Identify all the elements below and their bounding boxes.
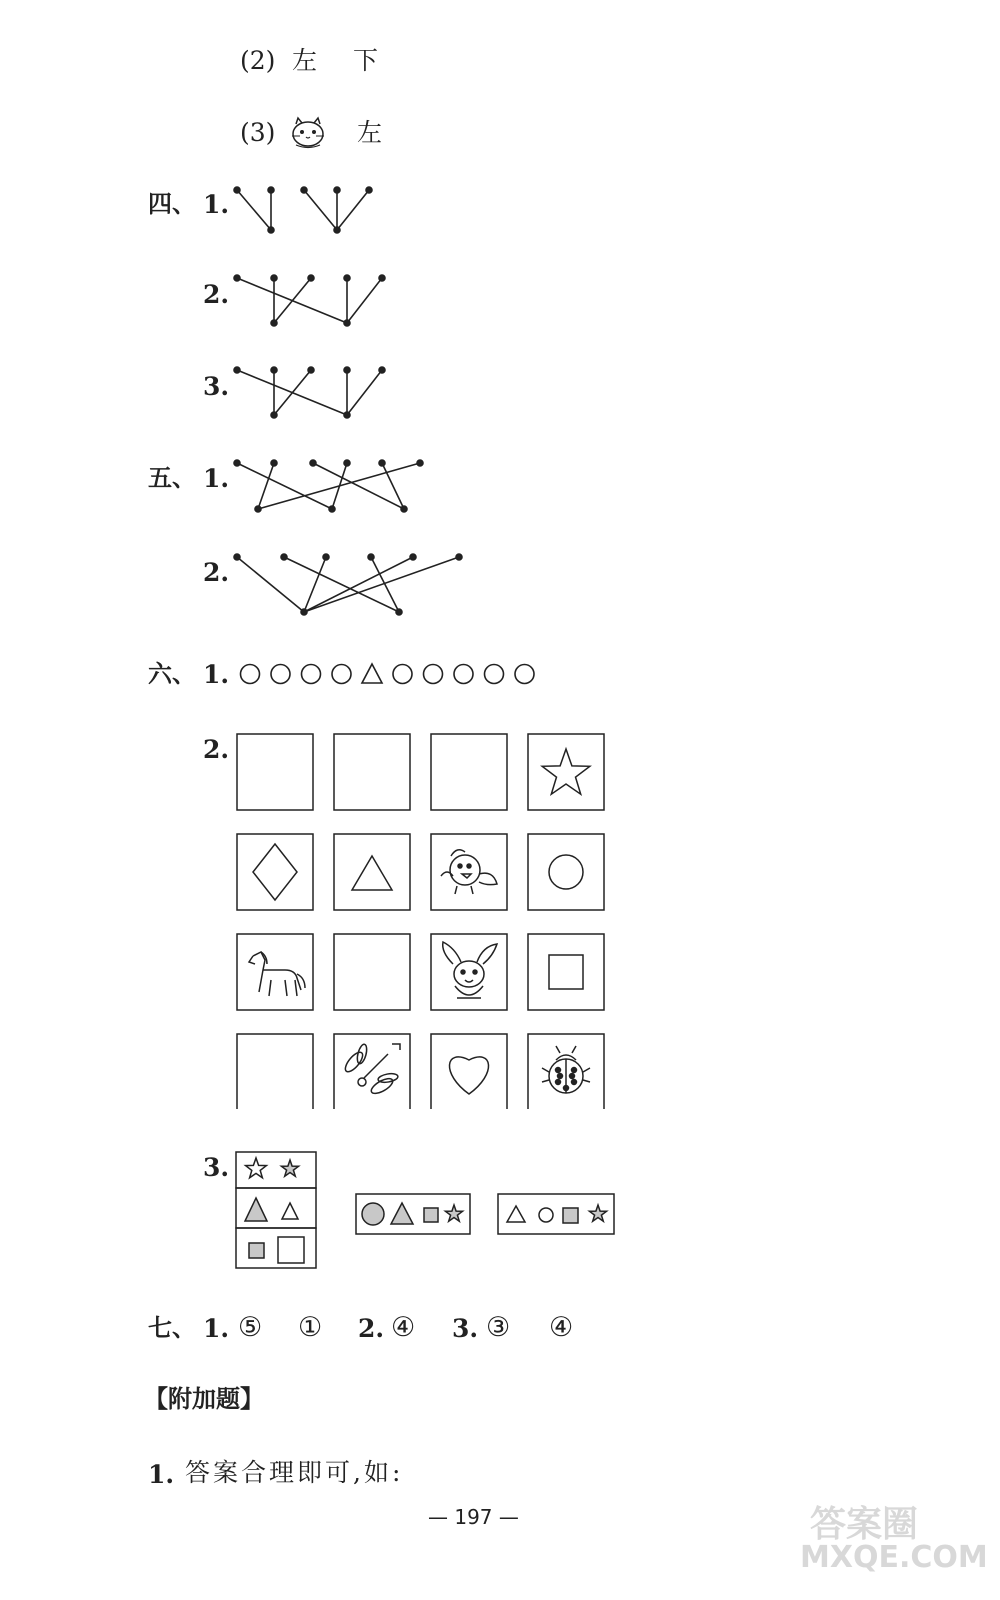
rabbit-icon bbox=[443, 942, 497, 998]
answer-word: 左 bbox=[357, 118, 383, 147]
matching-lines-5-2 bbox=[234, 554, 462, 615]
circle-icon bbox=[485, 665, 504, 684]
grid-cell bbox=[431, 834, 507, 910]
circle-icon bbox=[515, 665, 534, 684]
question-number: 1. bbox=[203, 190, 230, 219]
answer-word: 下 bbox=[353, 46, 379, 75]
picture-grid-svg bbox=[236, 733, 610, 1109]
circled-answer: ④ bbox=[391, 1312, 416, 1343]
circled-answer: ③ bbox=[486, 1312, 511, 1343]
grid-cell bbox=[237, 834, 313, 910]
dragonfly-icon bbox=[342, 1043, 400, 1096]
ladybug-icon bbox=[542, 1046, 590, 1093]
triangle-icon bbox=[507, 1206, 525, 1222]
circled-answer: ① bbox=[298, 1312, 323, 1343]
bird-icon bbox=[441, 850, 497, 894]
answer-text: 答案合理即可,如: bbox=[185, 1458, 404, 1487]
grid-cell bbox=[237, 934, 313, 1010]
question-number: 1. bbox=[203, 1314, 230, 1343]
watermark-url: MXQE.COM bbox=[800, 1540, 988, 1575]
grid-cell bbox=[237, 734, 313, 810]
square-icon bbox=[278, 1237, 304, 1263]
diamond-icon bbox=[253, 844, 297, 900]
circle-icon bbox=[362, 1203, 384, 1225]
heart-icon bbox=[449, 1057, 488, 1094]
grid-cell bbox=[334, 834, 410, 910]
circle-icon bbox=[271, 665, 290, 684]
question-number: 3. bbox=[203, 1153, 230, 1182]
question-number: 1. bbox=[203, 660, 230, 689]
question-number: 2. bbox=[203, 280, 230, 309]
horse-icon bbox=[249, 952, 305, 996]
item-label: (3) bbox=[240, 118, 276, 147]
circle-icon bbox=[393, 665, 412, 684]
hamster-icon bbox=[288, 114, 328, 150]
star-icon bbox=[542, 749, 590, 794]
grid-cell bbox=[528, 1034, 604, 1109]
extra-section-title: 【附加题】 bbox=[144, 1384, 264, 1413]
grid-cell bbox=[528, 834, 604, 910]
circle-icon bbox=[332, 665, 351, 684]
triangle-icon bbox=[352, 856, 392, 890]
grid-cell bbox=[334, 934, 410, 1010]
shape-sorting-diagram bbox=[234, 1150, 624, 1272]
shape-sequence bbox=[238, 660, 548, 690]
matching-lines-5-1 bbox=[234, 460, 423, 512]
circle-icon bbox=[549, 855, 583, 889]
grid-cell bbox=[237, 1034, 313, 1109]
section-label: 六、 bbox=[148, 659, 196, 688]
sort-box-triangles bbox=[236, 1188, 316, 1228]
circle-icon bbox=[454, 665, 473, 684]
grid-cell bbox=[334, 1034, 410, 1109]
grid-cell bbox=[334, 734, 410, 810]
circle-icon bbox=[241, 665, 260, 684]
picture-grid bbox=[236, 733, 610, 1109]
grid-cell bbox=[431, 934, 507, 1010]
square-icon bbox=[249, 1243, 264, 1258]
section-label: 五、 bbox=[148, 463, 196, 492]
matching-lines-4-1 bbox=[234, 187, 372, 233]
question-number: 2. bbox=[358, 1314, 385, 1343]
sort-box-stars bbox=[236, 1152, 316, 1188]
watermark-logo: 答案圈 bbox=[810, 1504, 919, 1545]
matching-lines-4-2 bbox=[234, 275, 385, 326]
triangle-icon bbox=[245, 1198, 267, 1221]
circle-icon bbox=[424, 665, 443, 684]
star-icon bbox=[246, 1158, 267, 1178]
matching-lines-4-3 bbox=[234, 367, 385, 418]
star-icon bbox=[281, 1160, 298, 1176]
square-icon bbox=[549, 955, 583, 989]
circled-answer: ④ bbox=[549, 1312, 574, 1343]
star-icon bbox=[589, 1205, 606, 1221]
item-label: (2) bbox=[240, 46, 276, 75]
star-icon bbox=[445, 1205, 462, 1221]
question-number: 2. bbox=[203, 558, 230, 587]
question-number: 3. bbox=[203, 372, 230, 401]
triangle-icon bbox=[391, 1203, 413, 1224]
square-icon bbox=[563, 1208, 578, 1223]
circle-icon bbox=[539, 1208, 553, 1222]
grid-cell bbox=[528, 734, 604, 810]
triangle-icon bbox=[362, 664, 382, 683]
grid-cell bbox=[528, 934, 604, 1010]
section-label: 七、 bbox=[148, 1313, 196, 1342]
triangle-icon bbox=[282, 1203, 298, 1219]
grid-cell bbox=[431, 1034, 507, 1109]
circle-icon bbox=[302, 665, 321, 684]
question-number: 1. bbox=[148, 1460, 175, 1489]
question-number: 3. bbox=[452, 1314, 479, 1343]
question-number: 2. bbox=[203, 735, 230, 764]
grid-cell bbox=[431, 734, 507, 810]
answer-word: 左 bbox=[292, 46, 318, 75]
circled-answer: ⑤ bbox=[238, 1312, 263, 1343]
page-number: — 197 — bbox=[428, 1505, 519, 1529]
question-number: 1. bbox=[203, 464, 230, 493]
section-label: 四、 bbox=[148, 189, 196, 218]
square-icon bbox=[424, 1208, 438, 1222]
